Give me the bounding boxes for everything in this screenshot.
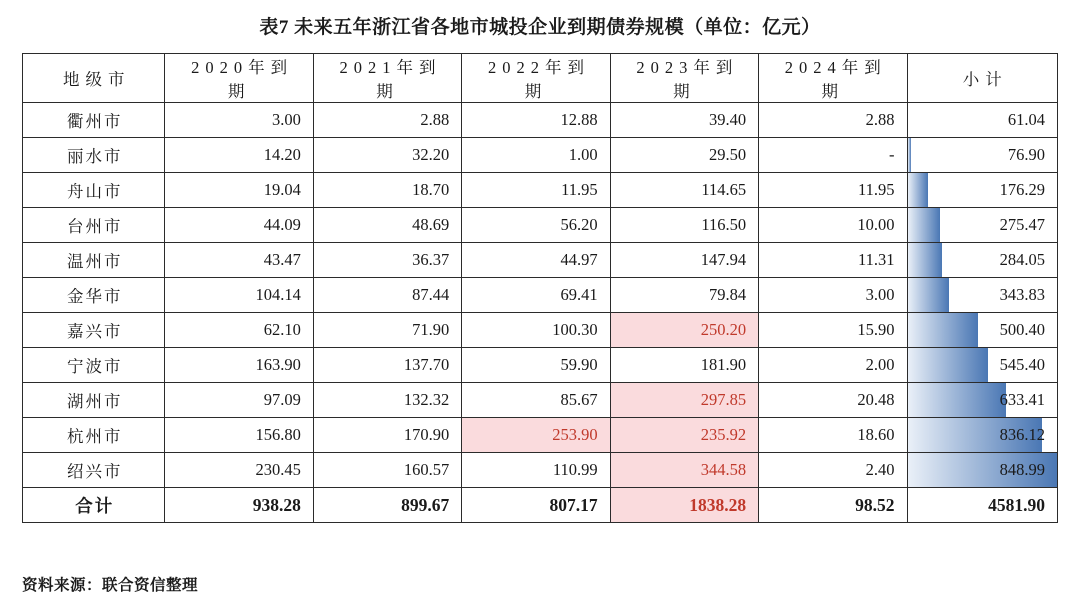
cell-y2024: 11.31 <box>759 243 907 278</box>
cell-y2023: 29.50 <box>610 138 758 173</box>
cell-y2024: 15.90 <box>759 313 907 348</box>
cell-y2023: 39.40 <box>610 103 758 138</box>
cell-y2021: 137.70 <box>313 348 461 383</box>
col-header-city: 地级市 <box>23 54 165 103</box>
cell-y2021: 170.90 <box>313 418 461 453</box>
cell-y2020: 97.09 <box>165 383 313 418</box>
cell-y2022: 100.30 <box>462 313 610 348</box>
cell-y2022: 807.17 <box>462 488 610 523</box>
cell-y2022: 44.97 <box>462 243 610 278</box>
cell-y2020: 938.28 <box>165 488 313 523</box>
subtotal-value: 176.29 <box>999 180 1045 199</box>
table-row <box>23 383 1058 418</box>
cell-y2023: 181.90 <box>610 348 758 383</box>
col-header-2021: 2021年到期 <box>313 54 461 103</box>
table-row <box>23 208 1058 243</box>
cell-y2020: 104.14 <box>165 278 313 313</box>
cell-y2022: 12.88 <box>462 103 610 138</box>
table-row <box>23 103 1058 138</box>
cell-y2022: 85.67 <box>462 383 610 418</box>
cell-y2021: 71.90 <box>313 313 461 348</box>
cell-y2020: 3.00 <box>165 103 313 138</box>
cell-y2022: 110.99 <box>462 453 610 488</box>
subtotal-bar <box>908 383 1007 417</box>
subtotal-value: 633.41 <box>999 390 1045 409</box>
cell-city: 舟山市 <box>23 173 165 208</box>
cell-y2023: 79.84 <box>610 278 758 313</box>
cell-city: 宁波市 <box>23 348 165 383</box>
subtotal-value: 76.90 <box>1007 145 1045 164</box>
subtotal-value: 545.40 <box>999 355 1045 374</box>
cell-y2020: 163.90 <box>165 348 313 383</box>
cell-y2022: 11.95 <box>462 173 610 208</box>
cell-city: 合计 <box>23 488 165 523</box>
cell-y2024: 20.48 <box>759 383 907 418</box>
cell-y2023: 297.85 <box>610 383 758 418</box>
col-header-subtotal: 小计 <box>907 54 1057 103</box>
cell-y2021: 899.67 <box>313 488 461 523</box>
cell-y2024: 11.95 <box>759 173 907 208</box>
cell-subtotal <box>907 173 1057 208</box>
subtotal-bar <box>908 208 941 242</box>
col-header-2020: 2020年到期 <box>165 54 313 103</box>
table-title: 表7 未来五年浙江省各地市城投企业到期债券规模（单位：亿元） <box>259 17 821 38</box>
subtotal-bar <box>908 348 989 382</box>
subtotal-value: 848.99 <box>999 460 1045 479</box>
cell-subtotal <box>907 488 1057 523</box>
cell-y2022: 59.90 <box>462 348 610 383</box>
cell-y2021: 48.69 <box>313 208 461 243</box>
col-header-2023: 2023年到期 <box>610 54 758 103</box>
cell-y2021: 32.20 <box>313 138 461 173</box>
header-row <box>23 54 1058 103</box>
cell-y2020: 62.10 <box>165 313 313 348</box>
cell-y2021: 2.88 <box>313 103 461 138</box>
subtotal-value: 61.04 <box>1007 110 1045 129</box>
cell-y2024: 10.00 <box>759 208 907 243</box>
debt-maturity-table <box>22 53 1058 523</box>
cell-city: 湖州市 <box>23 383 165 418</box>
cell-city: 绍兴市 <box>23 453 165 488</box>
table-row <box>23 418 1058 453</box>
cell-city: 台州市 <box>23 208 165 243</box>
cell-y2023: 250.20 <box>610 313 758 348</box>
table-row <box>23 138 1058 173</box>
subtotal-value: 284.05 <box>999 250 1045 269</box>
col-header-2024: 2024年到期 <box>759 54 907 103</box>
table-row <box>23 453 1058 488</box>
cell-city: 金华市 <box>23 278 165 313</box>
cell-subtotal <box>907 103 1057 138</box>
cell-y2021: 18.70 <box>313 173 461 208</box>
cell-y2024: 3.00 <box>759 278 907 313</box>
cell-y2023: 235.92 <box>610 418 758 453</box>
table-row <box>23 313 1058 348</box>
cell-y2021: 160.57 <box>313 453 461 488</box>
cell-y2024: 98.52 <box>759 488 907 523</box>
subtotal-bar <box>908 173 929 207</box>
subtotal-value: 500.40 <box>999 320 1045 339</box>
cell-subtotal <box>907 243 1057 278</box>
table-row <box>23 348 1058 383</box>
table-header <box>23 54 1058 103</box>
cell-y2021: 36.37 <box>313 243 461 278</box>
cell-city: 嘉兴市 <box>23 313 165 348</box>
cell-y2021: 87.44 <box>313 278 461 313</box>
cell-y2020: 19.04 <box>165 173 313 208</box>
cell-city: 杭州市 <box>23 418 165 453</box>
subtotal-bar <box>908 278 950 312</box>
cell-y2022: 1.00 <box>462 138 610 173</box>
cell-subtotal <box>907 383 1057 418</box>
table-row <box>23 173 1058 208</box>
subtotal-bar <box>908 243 942 277</box>
source-note: 资料来源：联合资信整理 <box>22 577 199 594</box>
cell-y2024: - <box>759 138 907 173</box>
subtotal-bar <box>908 313 978 347</box>
cell-y2020: 44.09 <box>165 208 313 243</box>
cell-y2023: 344.58 <box>610 453 758 488</box>
cell-subtotal <box>907 138 1057 173</box>
cell-subtotal <box>907 348 1057 383</box>
cell-y2020: 43.47 <box>165 243 313 278</box>
cell-subtotal <box>907 278 1057 313</box>
col-header-2022: 2022年到期 <box>462 54 610 103</box>
cell-y2020: 230.45 <box>165 453 313 488</box>
cell-subtotal <box>907 313 1057 348</box>
subtotal-value: 4581.90 <box>988 494 1045 515</box>
table-total-row <box>23 488 1058 523</box>
subtotal-bar <box>908 138 911 172</box>
table-body <box>23 103 1058 523</box>
cell-subtotal <box>907 418 1057 453</box>
cell-y2020: 14.20 <box>165 138 313 173</box>
cell-y2022: 253.90 <box>462 418 610 453</box>
subtotal-value: 275.47 <box>999 215 1045 234</box>
cell-city: 衢州市 <box>23 103 165 138</box>
cell-city: 丽水市 <box>23 138 165 173</box>
cell-y2023: 1838.28 <box>610 488 758 523</box>
cell-y2023: 114.65 <box>610 173 758 208</box>
cell-y2024: 2.00 <box>759 348 907 383</box>
cell-y2024: 18.60 <box>759 418 907 453</box>
subtotal-value: 343.83 <box>999 285 1045 304</box>
cell-y2020: 156.80 <box>165 418 313 453</box>
cell-y2022: 69.41 <box>462 278 610 313</box>
cell-y2021: 132.32 <box>313 383 461 418</box>
cell-y2023: 147.94 <box>610 243 758 278</box>
table-row <box>23 278 1058 313</box>
subtotal-value: 836.12 <box>999 425 1045 444</box>
cell-subtotal <box>907 208 1057 243</box>
cell-y2024: 2.40 <box>759 453 907 488</box>
cell-y2024: 2.88 <box>759 103 907 138</box>
cell-subtotal <box>907 453 1057 488</box>
table-row <box>23 243 1058 278</box>
cell-city: 温州市 <box>23 243 165 278</box>
cell-y2023: 116.50 <box>610 208 758 243</box>
cell-y2022: 56.20 <box>462 208 610 243</box>
